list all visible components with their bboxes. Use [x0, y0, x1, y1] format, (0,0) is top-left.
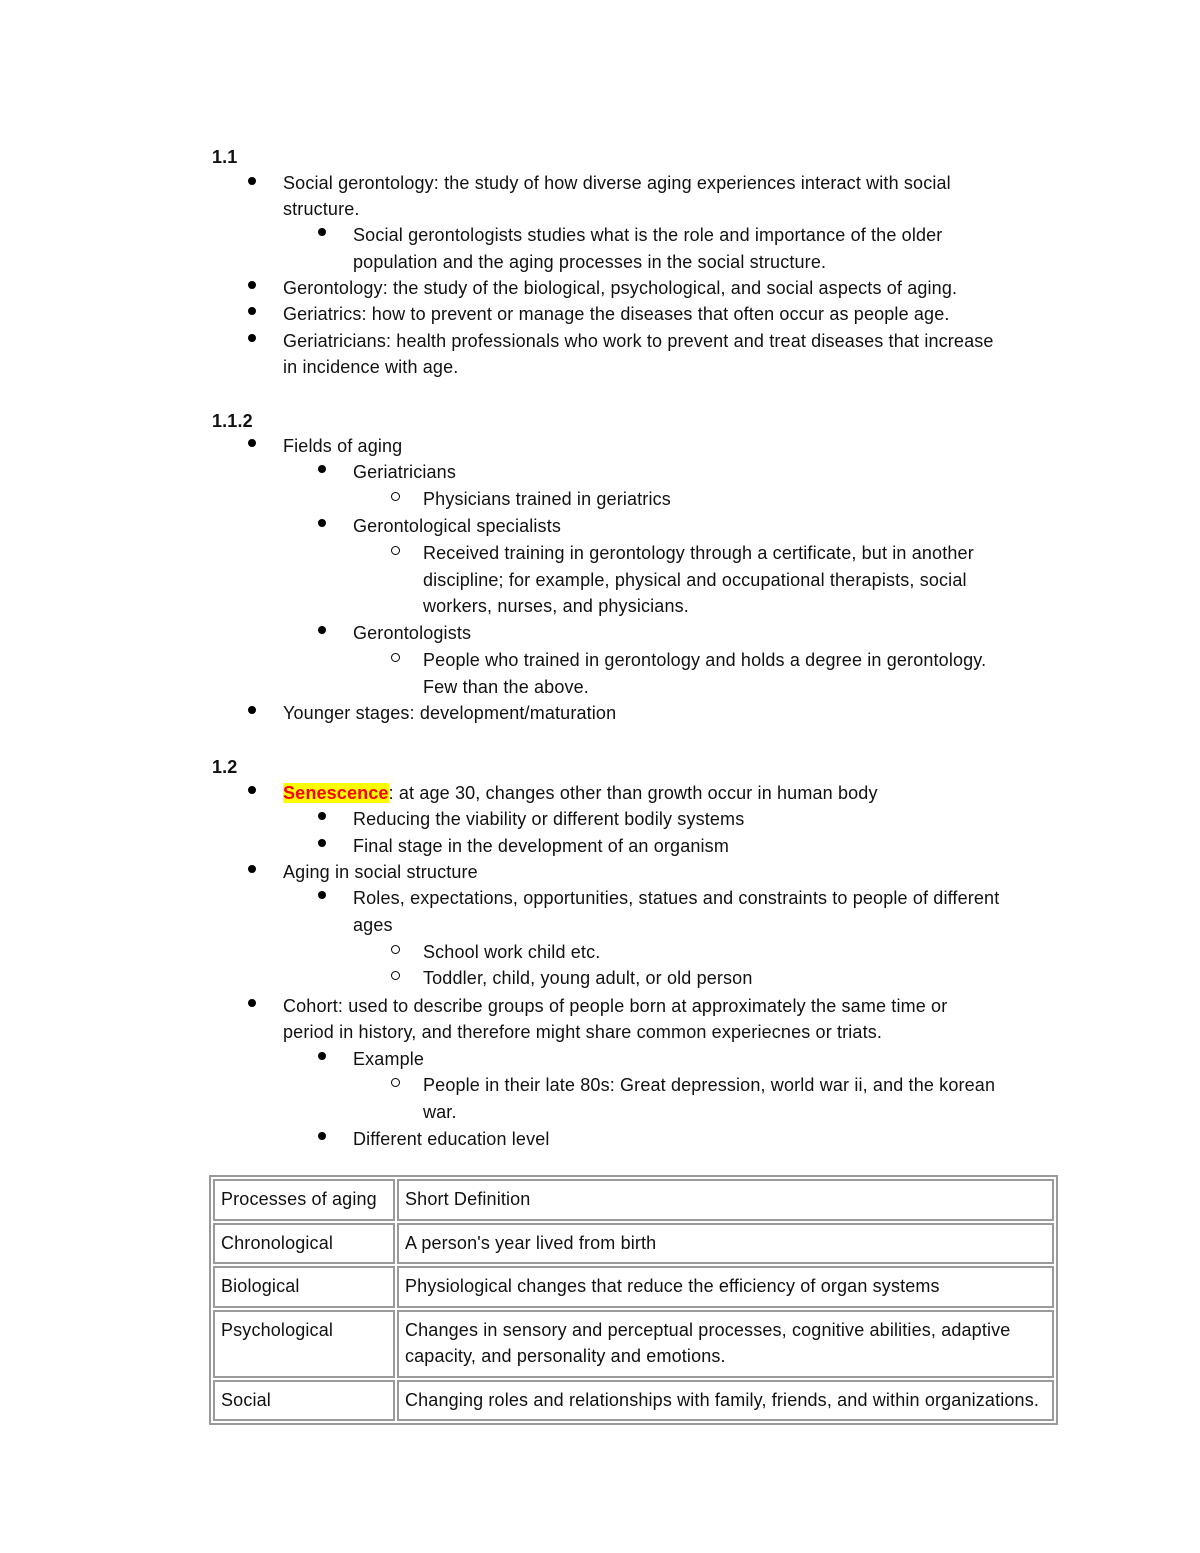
heading-1-1: 1.1 — [212, 147, 238, 167]
table-cell: Psychological — [213, 1310, 395, 1378]
list-item: People in their late 80s: Great depression, world war ii, and the korean — [423, 1075, 996, 1095]
table-cell: Biological — [213, 1266, 395, 1308]
bullet-icon — [248, 334, 256, 342]
table-row — [213, 1380, 1054, 1422]
circle-bullet-icon — [391, 546, 400, 555]
heading-1-1-2: 1.1.2 — [212, 411, 253, 431]
list-item-cont: in incidence with age. — [283, 357, 459, 377]
bullet-icon — [318, 519, 326, 527]
list-item: Cohort: used to describe groups of people born at approximately the same time or — [283, 996, 948, 1016]
table-cell: A person's year lived from birth — [397, 1223, 1054, 1265]
list-item: Social gerontologists studies what is the role and importance of the older — [353, 225, 943, 245]
highlighted-term: Senescence — [283, 783, 389, 803]
list-item-cont: period in history, and therefore might share common experiecnes or triats. — [283, 1022, 883, 1042]
list-item: Geriatrics: how to prevent or manage the diseases that often occur as people age. — [283, 304, 950, 324]
bullet-icon — [318, 228, 326, 236]
bullet-icon — [318, 1132, 326, 1140]
table-header-cell: Processes of aging — [213, 1179, 395, 1221]
list-item-cont: discipline; for example, physical and occupational therapists, social — [423, 570, 967, 590]
table-row — [213, 1223, 1054, 1265]
list-item-text: : at age 30, changes other than growth occur in human body — [388, 783, 878, 803]
list-item: Toddler, child, young adult, or old person — [423, 968, 753, 988]
list-item — [283, 780, 878, 807]
list-item-cont: war. — [423, 1102, 457, 1122]
bullet-icon — [248, 177, 256, 185]
list-item: Aging in social structure — [283, 862, 478, 882]
list-item: Different education level — [353, 1129, 550, 1149]
processes-table — [209, 1175, 1058, 1425]
table-header-row — [213, 1179, 1054, 1221]
list-item-cont: workers, nurses, and physicians. — [423, 596, 689, 616]
list-item: Geriatricians: health professionals who work to prevent and treat diseases that increase — [283, 331, 994, 351]
circle-bullet-icon — [391, 653, 400, 662]
list-item: Physicians trained in geriatrics — [423, 489, 671, 509]
table-cell: Changing roles and relationships with family, friends, and within organizations. — [397, 1380, 1054, 1422]
bullet-icon — [318, 891, 326, 899]
list-item: Gerontologists — [353, 623, 472, 643]
circle-bullet-icon — [391, 492, 400, 501]
bullet-icon — [248, 786, 256, 794]
list-item-cont: population and the aging processes in the social structure. — [353, 252, 827, 272]
bullet-icon — [248, 706, 256, 714]
table-row — [213, 1310, 1054, 1378]
list-item: Received training in gerontology through a certificate, but in another — [423, 543, 974, 563]
list-item: Gerontology: the study of the biological, psychological, and social aspects of aging. — [283, 278, 958, 298]
circle-bullet-icon — [391, 1078, 400, 1087]
bullet-icon — [248, 439, 256, 447]
table-cell: Chronological — [213, 1223, 395, 1265]
list-item: Roles, expectations, opportunities, statues and constraints to people of different — [353, 888, 1000, 908]
bullet-icon — [248, 999, 256, 1007]
bullet-icon — [248, 865, 256, 873]
circle-bullet-icon — [391, 971, 400, 980]
list-item-cont: ages — [353, 915, 393, 935]
list-item: Reducing the viability or different bodily systems — [353, 809, 745, 829]
heading-1-2: 1.2 — [212, 757, 238, 777]
bullet-icon — [318, 1052, 326, 1060]
list-item: Social gerontology: the study of how diverse aging experiences interact with social — [283, 173, 951, 193]
bullet-icon — [318, 626, 326, 634]
list-item: Example — [353, 1049, 425, 1069]
table-row — [213, 1266, 1054, 1308]
list-item: Younger stages: development/maturation — [283, 703, 617, 723]
bullet-icon — [318, 465, 326, 473]
list-item-cont: Few than the above. — [423, 677, 589, 697]
bullet-icon — [318, 839, 326, 847]
list-item: Gerontological specialists — [353, 516, 561, 536]
circle-bullet-icon — [391, 945, 400, 954]
list-item: Geriatricians — [353, 462, 456, 482]
table-header-cell: Short Definition — [397, 1179, 1054, 1221]
table-cell: Physiological changes that reduce the efficiency of organ systems — [397, 1266, 1054, 1308]
bullet-icon — [248, 281, 256, 289]
list-item: People who trained in gerontology and holds a degree in gerontology. — [423, 650, 987, 670]
bullet-icon — [248, 307, 256, 315]
list-item: Final stage in the development of an organism — [353, 836, 729, 856]
table-cell: Social — [213, 1380, 395, 1422]
table-cell: Changes in sensory and perceptual processes, cognitive abilities, adaptive capacity, and personality and emotions. — [397, 1310, 1054, 1378]
list-item-cont: structure. — [283, 199, 360, 219]
bullet-icon — [318, 812, 326, 820]
list-item: School work child etc. — [423, 942, 601, 962]
list-item: Fields of aging — [283, 436, 403, 456]
